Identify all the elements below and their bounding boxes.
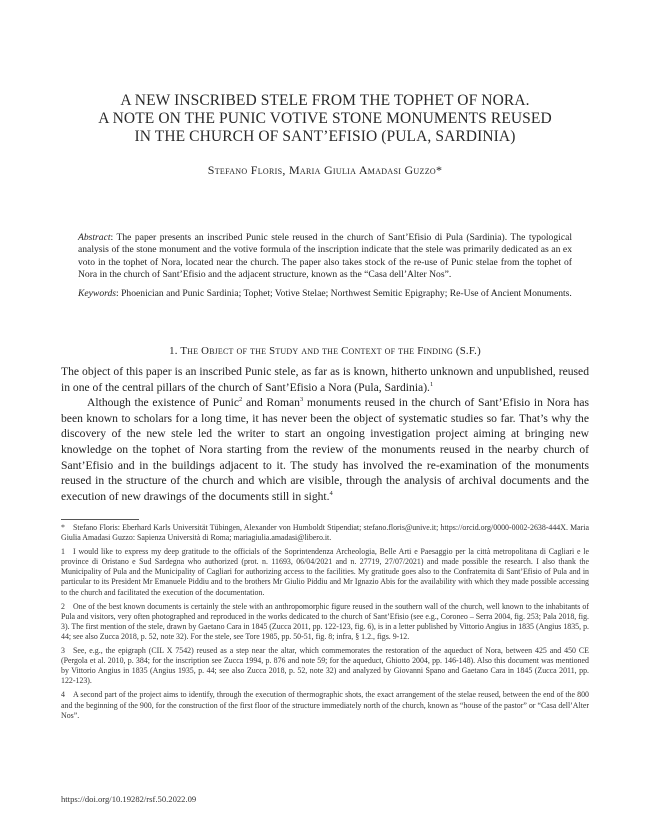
article-title [60,92,590,146]
keywords-text: : Phoenician and Punic Sardinia; Tophet; Votive Stelae; Northwest Semitic Epigraphy; Re-Use of Ancient Monuments. [116,287,572,299]
footnote-text: Stefano Floris: Eberhard Karls Universität Tübingen, Alexander von Humboldt Stipendiat; stefano.floris@unive.it; https://orcid.org/0000-0002-2638-444X. Maria Giulia Amadasi Guzzo: Sapienza Università di Roma; mariagiulia.amadasi@libero.it. [61,523,589,543]
footnote-text: A second part of the project aims to identify, through the execution of thermographic shots, the exact arrangement of the stelae reused, between the end of the 800 and the beginning of the 900, for the construction of the first floor of the structure immediately north of the church, known as “house of the pastor” or “Casa dell’Alter Nos”. [61,690,589,720]
body-text [61,364,589,504]
footnote [61,523,589,543]
author-line [60,163,590,178]
footnotes [61,523,589,725]
footnote [61,646,589,686]
body-paragraph [61,364,589,395]
footnote-ref[interactable]: 4 [329,489,333,497]
footnote-text: One of the best known documents is certainly the stele with an anthropomorphic figure reused in the southern wall of the church, well known to the inhabitants of Pula and visitors, very often photographed and reproduced in the works dedicated to the church of Sant’Efisio (see e.g., Coroneo – Serra 2004, fig. 253; Pala 2018, fig. 3). The first mention of the stele, drawn by Gaetano Cara in 1845 (Zucca 2011, pp. 122-123, fig. 6), is in a letter published by Vittorio Angius in 1835 (Angius 1835, p. 44; see also Zucca 2018, p. 52, note 32). For the stele, see Tore 1985, pp. 50-51, fig. 8; infra, § 1.2., figs. 9-12. [61,601,589,641]
footnote [61,602,589,642]
footnote-mark: 1 [61,547,65,557]
footnote-text: See, e.g., the epigraph (CIL X 7542) reused as a step near the altar, which commemorates the restoration of the aqueduct of Nora, between 425 and 450 CE (Pergola et al. 2010, p. 384; for the inscription see Zucca 1994, p. 876 and note 59; for the aqueduct, Ghiotto 2004, pp. 146-148). Also this document was mentioned by Vittorio Angius in 1835 (Angius 1935, p. 44; see also Zucca 2018, p. 52, note 32) and analyzed by Giovanni Spano and Gaetano Cara in 1845 (Zucca 2011, pp. 122-123). [61,646,589,686]
section-heading: 1. The Object of the Study and the Context of the Finding (S.F.) [169,345,481,357]
abstract [78,232,572,282]
footnote-ref[interactable]: 2 [239,396,243,404]
footnote-mark: 4 [61,690,65,700]
paragraph-text: and Roman [242,396,300,410]
keywords-label: Keywords [78,287,117,299]
author-footnote-mark: * [435,163,443,177]
paragraph-text: Although the existence of Punic [87,396,240,410]
abstract-block [78,232,572,306]
footnote [61,690,589,720]
footnote-mark: 3 [61,646,65,656]
author-names: Stefano Floris, Maria Giulia Amadasi Guzzo [207,163,436,177]
footnote [61,547,589,597]
abstract-text: : The paper presents an inscribed Punic stele reused in the church of Sant’Efisio di Pula (Sardinia). The typological analysis of the stone monument and the votive formula of the inscription indicate that the stele was primarily dedicated as an ex voto in the tophet of Nora, located near the church. The paper also takes stock of the re-use of Punic stelae from the tophet of Nora in the church of Sant’Efisio and the adjacent structure, known as the “Casa dell’Alter Nos”. [78,232,572,281]
abstract-label: Abstract [78,232,111,243]
footnote-mark: 2 [61,601,65,611]
title-line: A NOTE ON THE PUNIC VOTIVE STONE MONUMENTS REUSED [98,110,552,127]
title-line: IN THE CHURCH OF SANT’EFISIO (PULA, SARDINIA) [134,128,516,145]
footnote-ref[interactable]: 3 [299,396,304,404]
title-line: A NEW INSCRIBED STELE FROM THE TOPHET OF NORA. [120,92,530,109]
paragraph-text: The object of this paper is an inscribed Punic stele, as far as is known, hitherto unknown and unpublished, reused in one of the central pillars of the church of Sant’Efisio a Nora (Pula, Sardinia). [61,365,589,394]
keywords [78,288,572,300]
footnote-ref[interactable]: 1 [429,380,434,388]
doi-link[interactable]: https://doi.org/10.19282/rsf.50.2022.09 [61,794,197,804]
footnote-text: I would like to express my deep gratitude to the officials of the Soprintendenza Archeologia, Belle Arti e Paesaggio per la città metropolitana di Cagliari e le province di Oristano e Sud Sardegna who authorized (prot. n. 11693, 06/04/2021 and n. 27719, 27/07/2021) and made possible the research. I also thank the Municipality of Pula and the Municipality of Cagliari for authorizing access to the facilities. My gratitude goes also to the Confraternita di Sant’Efisio of Pula and in particular to its President Mr Emanuele Piddiu and to the brothers Mr Giulio Piddiu and Mr Ignazio Abis for the availability with which they made possible accessing to the church and facilitated the execution of the documentation. [61,547,589,597]
paragraph-text: monuments reused in the church of Sant’Efisio in Nora has been known to scholars for a long time, it has never been the object of systematic studies so far. That’s why the discovery of the new stele led the writer to start an ongoing investigation project aiming at bringing new knowledge on the tophet of Nora starting from the review of the monuments reused in the nearby church of Sant’Efisio and in the buildings adjacent to it. The study has involved the re-examination of the monuments reused in the structure of the church and which are visible, through the analysis of archival documents and the execution of new drawings of the documents still in sight. [61,396,589,503]
footnote-mark: * [61,523,65,532]
body-paragraph [61,395,589,504]
footnote-separator [61,519,139,520]
